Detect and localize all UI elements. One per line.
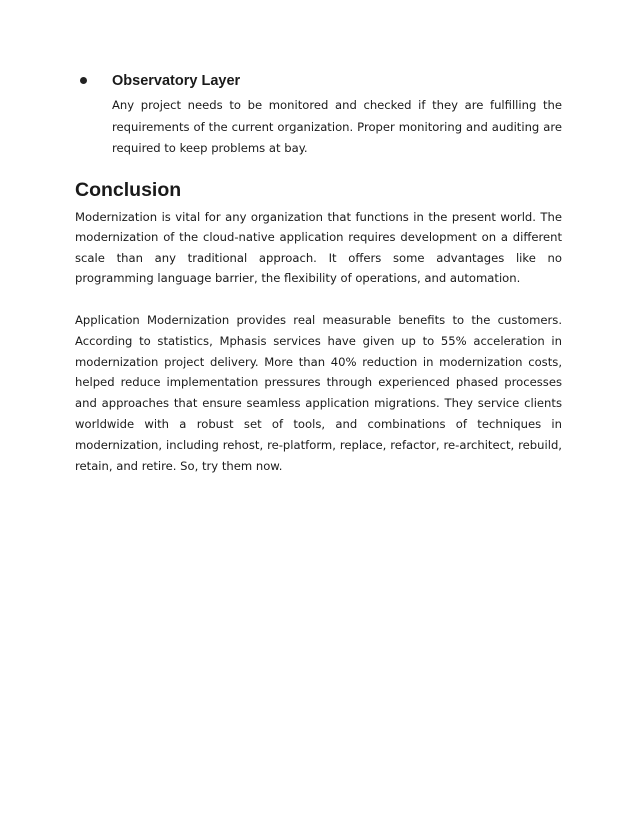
bullet-heading-row (80, 71, 562, 95)
bullet-list-item (80, 71, 562, 160)
bullet-dot-icon (80, 77, 87, 84)
bullet-body-text: Any project needs to be monitored and checked if they are fulfilling the requirements of the current organization. Proper monitoring and auditing are required to keep problems at bay. (112, 98, 562, 155)
section-heading-conclusion: Conclusion (75, 179, 182, 201)
bullet-heading: Observatory Layer (112, 73, 241, 89)
conclusion-paragraph: Modernization is vital for any organization that functions in the present world. The modernization of the cloud-native application requires development on a different scale than any traditional approach. It offers some advantages like no programming language barrier, the flexibility of operations, and automation. (75, 210, 562, 285)
conclusion-paragraph: Application Modernization provides real measurable benefits to the customers. According to statistics, Mphasis services have given up to 55% acceleration in modernization project delivery. More than 40% reduction in modernization costs, helped reduce implementation pressures through experienced phased processes and approaches that ensure seamless application migrations. They service clients worldwide with a robust set of tools, and combinations of techniques in modernization, including rehost, re-platform, replace, refactor, re-architect, rebuild, retain, and retire. So, try them now. (75, 313, 562, 473)
